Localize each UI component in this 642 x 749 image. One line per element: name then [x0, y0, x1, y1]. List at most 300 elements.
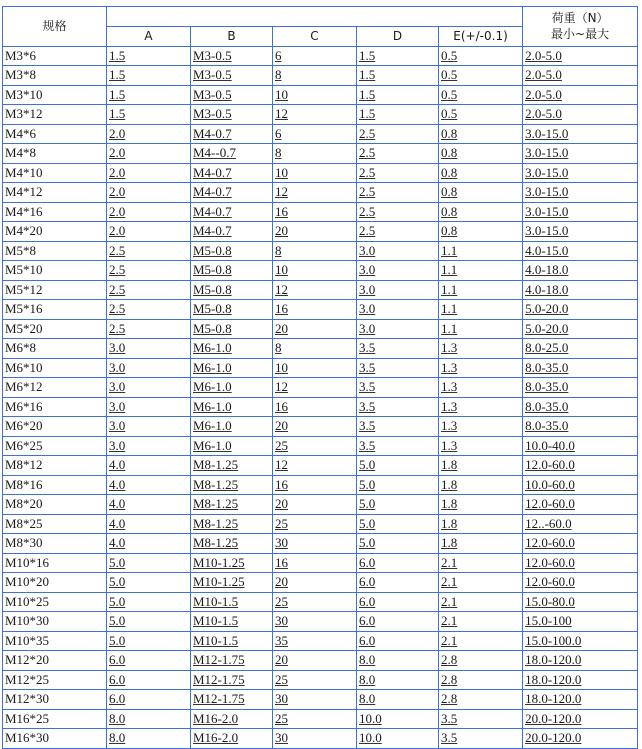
cell-spec: M10*20 — [3, 573, 107, 593]
cell-e: 0.5 — [439, 66, 523, 86]
table-row — [3, 456, 638, 476]
cell-d: 6.0 — [357, 573, 439, 593]
cell-b: M4-0.7 — [191, 183, 273, 203]
cell-spec: M4*16 — [3, 202, 107, 222]
cell-b: M16-2.0 — [191, 729, 273, 749]
cell-a: 3.0 — [107, 397, 191, 417]
cell-e: 1.3 — [439, 417, 523, 437]
cell-spec: M10*16 — [3, 553, 107, 573]
table-row — [3, 280, 638, 300]
cell-e: 0.5 — [439, 46, 523, 66]
cell-b: M12-1.75 — [191, 690, 273, 710]
cell-spec: M10*35 — [3, 631, 107, 651]
cell-a: 3.0 — [107, 378, 191, 398]
table-row — [3, 183, 638, 203]
cell-c: 8 — [273, 144, 357, 164]
cell-load: 2.0-5.0 — [523, 66, 638, 86]
cell-c: 12 — [273, 183, 357, 203]
cell-load: 8.0-35.0 — [523, 378, 638, 398]
cell-a: 3.0 — [107, 339, 191, 359]
cell-e: 1.8 — [439, 534, 523, 554]
cell-spec: M3*8 — [3, 66, 107, 86]
cell-b: M4-0.7 — [191, 124, 273, 144]
cell-load: 18.0-120.0 — [523, 670, 638, 690]
cell-a: 3.0 — [107, 417, 191, 437]
table-row — [3, 631, 638, 651]
cell-a: 2.5 — [107, 319, 191, 339]
cell-b: M3-0.5 — [191, 105, 273, 125]
cell-b: M3-0.5 — [191, 85, 273, 105]
table-row — [3, 553, 638, 573]
cell-d: 3.0 — [357, 241, 439, 261]
cell-spec: M8*12 — [3, 456, 107, 476]
cell-d: 2.5 — [357, 144, 439, 164]
cell-a: 2.0 — [107, 163, 191, 183]
cell-e: 1.1 — [439, 300, 523, 320]
cell-b: M16-2.0 — [191, 709, 273, 729]
table-row — [3, 300, 638, 320]
cell-spec: M12*25 — [3, 670, 107, 690]
cell-b: M5-0.8 — [191, 261, 273, 281]
cell-a: 6.0 — [107, 670, 191, 690]
cell-spec: M3*10 — [3, 85, 107, 105]
cell-b: M6-1.0 — [191, 378, 273, 398]
cell-spec: M6*25 — [3, 436, 107, 456]
cell-c: 6 — [273, 46, 357, 66]
cell-spec: M8*25 — [3, 514, 107, 534]
table-row — [3, 651, 638, 671]
header-c: C — [273, 27, 357, 47]
cell-e: 3.5 — [439, 729, 523, 749]
cell-e: 1.1 — [439, 261, 523, 281]
cell-a: 4.0 — [107, 475, 191, 495]
cell-spec: M5*12 — [3, 280, 107, 300]
cell-b: M10-1.5 — [191, 592, 273, 612]
cell-spec: M6*12 — [3, 378, 107, 398]
cell-a: 2.0 — [107, 202, 191, 222]
cell-a: 6.0 — [107, 690, 191, 710]
cell-b: M8-1.25 — [191, 514, 273, 534]
table-row — [3, 436, 638, 456]
table-row — [3, 397, 638, 417]
cell-spec: M12*30 — [3, 690, 107, 710]
table-row — [3, 709, 638, 729]
cell-b: M4-0.7 — [191, 222, 273, 242]
cell-a: 4.0 — [107, 495, 191, 515]
cell-e: 0.5 — [439, 85, 523, 105]
cell-c: 35 — [273, 631, 357, 651]
cell-b: M10-1.25 — [191, 573, 273, 593]
cell-spec: M6*10 — [3, 358, 107, 378]
cell-a: 2.5 — [107, 300, 191, 320]
cell-load: 20.0-120.0 — [523, 729, 638, 749]
cell-d: 2.5 — [357, 202, 439, 222]
cell-e: 0.8 — [439, 144, 523, 164]
cell-load: 12.0-60.0 — [523, 495, 638, 515]
header-spec: 规格 — [3, 7, 107, 47]
cell-load: 3.0-15.0 — [523, 144, 638, 164]
cell-load: 4.0-18.0 — [523, 261, 638, 281]
cell-spec: M5*10 — [3, 261, 107, 281]
cell-c: 25 — [273, 670, 357, 690]
cell-c: 10 — [273, 163, 357, 183]
cell-load: 18.0-120.0 — [523, 690, 638, 710]
cell-c: 20 — [273, 222, 357, 242]
cell-b: M6-1.0 — [191, 339, 273, 359]
cell-c: 30 — [273, 534, 357, 554]
cell-e: 0.8 — [439, 202, 523, 222]
cell-d: 3.5 — [357, 397, 439, 417]
cell-b: M6-1.0 — [191, 397, 273, 417]
cell-e: 2.1 — [439, 592, 523, 612]
cell-a: 8.0 — [107, 709, 191, 729]
header-e: E(+/-0.1) — [439, 27, 523, 47]
cell-e: 1.1 — [439, 319, 523, 339]
cell-d: 3.5 — [357, 436, 439, 456]
cell-b: M10-1.5 — [191, 631, 273, 651]
cell-d: 3.0 — [357, 280, 439, 300]
cell-d: 3.5 — [357, 378, 439, 398]
cell-e: 2.8 — [439, 670, 523, 690]
cell-b: M12-1.75 — [191, 670, 273, 690]
cell-b: M6-1.0 — [191, 358, 273, 378]
cell-d: 2.5 — [357, 183, 439, 203]
table-row — [3, 124, 638, 144]
table-row — [3, 612, 638, 632]
cell-d: 8.0 — [357, 670, 439, 690]
cell-c: 20 — [273, 651, 357, 671]
table-row — [3, 475, 638, 495]
cell-d: 6.0 — [357, 553, 439, 573]
table-row — [3, 46, 638, 66]
cell-spec: M16*30 — [3, 729, 107, 749]
cell-a: 5.0 — [107, 592, 191, 612]
cell-b: M3-0.5 — [191, 46, 273, 66]
cell-spec: M3*6 — [3, 46, 107, 66]
cell-e: 1.8 — [439, 495, 523, 515]
cell-c: 20 — [273, 573, 357, 593]
cell-e: 1.8 — [439, 514, 523, 534]
cell-d: 1.5 — [357, 85, 439, 105]
table-row — [3, 66, 638, 86]
cell-a: 3.0 — [107, 436, 191, 456]
cell-c: 12 — [273, 280, 357, 300]
cell-load: 15.0-80.0 — [523, 592, 638, 612]
cell-e: 0.5 — [439, 105, 523, 125]
header-load-line1: 荷重（N） — [551, 11, 609, 26]
cell-a: 5.0 — [107, 553, 191, 573]
cell-d: 3.0 — [357, 300, 439, 320]
cell-load: 3.0-15.0 — [523, 202, 638, 222]
cell-e: 3.5 — [439, 709, 523, 729]
table-row — [3, 514, 638, 534]
cell-b: M6-1.0 — [191, 436, 273, 456]
cell-c: 10 — [273, 358, 357, 378]
cell-a: 4.0 — [107, 514, 191, 534]
cell-b: M8-1.25 — [191, 495, 273, 515]
header-load-line2: 最小~最大 — [551, 27, 610, 42]
cell-load: 15.0-100 — [523, 612, 638, 632]
cell-d: 6.0 — [357, 592, 439, 612]
cell-spec: M8*16 — [3, 475, 107, 495]
table-row — [3, 573, 638, 593]
cell-a: 4.0 — [107, 534, 191, 554]
table-row — [3, 495, 638, 515]
cell-e: 2.1 — [439, 573, 523, 593]
header-b: B — [191, 27, 273, 47]
cell-d: 3.0 — [357, 319, 439, 339]
cell-a: 2.0 — [107, 183, 191, 203]
cell-load: 12.0-60.0 — [523, 534, 638, 554]
cell-spec: M4*20 — [3, 222, 107, 242]
cell-c: 16 — [273, 553, 357, 573]
cell-load: 4.0-15.0 — [523, 241, 638, 261]
cell-spec: M3*12 — [3, 105, 107, 125]
cell-c: 8 — [273, 339, 357, 359]
cell-c: 16 — [273, 202, 357, 222]
cell-spec: M10*25 — [3, 592, 107, 612]
cell-b: M5-0.8 — [191, 319, 273, 339]
cell-a: 3.0 — [107, 358, 191, 378]
cell-d: 8.0 — [357, 651, 439, 671]
table-row — [3, 358, 638, 378]
cell-c: 8 — [273, 241, 357, 261]
table-row — [3, 105, 638, 125]
cell-c: 12 — [273, 105, 357, 125]
cell-b: M5-0.8 — [191, 300, 273, 320]
cell-b: M8-1.25 — [191, 534, 273, 554]
cell-c: 30 — [273, 612, 357, 632]
cell-d: 2.5 — [357, 222, 439, 242]
cell-d: 1.5 — [357, 46, 439, 66]
cell-c: 25 — [273, 592, 357, 612]
cell-load: 2.0-5.0 — [523, 105, 638, 125]
cell-e: 0.8 — [439, 124, 523, 144]
cell-d: 5.0 — [357, 456, 439, 476]
cell-c: 8 — [273, 66, 357, 86]
cell-c: 12 — [273, 456, 357, 476]
cell-spec: M6*8 — [3, 339, 107, 359]
cell-load: 3.0-15.0 — [523, 183, 638, 203]
cell-e: 1.3 — [439, 397, 523, 417]
cell-c: 30 — [273, 729, 357, 749]
cell-spec: M4*8 — [3, 144, 107, 164]
cell-e: 1.3 — [439, 339, 523, 359]
cell-d: 8.0 — [357, 690, 439, 710]
cell-c: 25 — [273, 436, 357, 456]
cell-c: 10 — [273, 85, 357, 105]
cell-e: 2.1 — [439, 612, 523, 632]
cell-e: 1.3 — [439, 436, 523, 456]
table-row — [3, 690, 638, 710]
cell-b: M3-0.5 — [191, 66, 273, 86]
cell-spec: M4*10 — [3, 163, 107, 183]
cell-d: 5.0 — [357, 534, 439, 554]
cell-a: 2.5 — [107, 280, 191, 300]
cell-a: 1.5 — [107, 46, 191, 66]
cell-d: 3.5 — [357, 339, 439, 359]
cell-c: 16 — [273, 300, 357, 320]
cell-load: 10.0-60.0 — [523, 475, 638, 495]
cell-e: 0.8 — [439, 222, 523, 242]
cell-a: 2.5 — [107, 261, 191, 281]
table-row — [3, 378, 638, 398]
cell-b: M6-1.0 — [191, 417, 273, 437]
cell-b: M12-1.75 — [191, 651, 273, 671]
cell-load: 3.0-15.0 — [523, 124, 638, 144]
cell-c: 16 — [273, 475, 357, 495]
cell-c: 16 — [273, 397, 357, 417]
cell-load: 12.0-60.0 — [523, 553, 638, 573]
cell-load: 15.0-100.0 — [523, 631, 638, 651]
table-body — [3, 46, 638, 748]
cell-e: 2.8 — [439, 690, 523, 710]
cell-b: M5-0.8 — [191, 241, 273, 261]
cell-load: 10.0-40.0 — [523, 436, 638, 456]
cell-load: 12..-60.0 — [523, 514, 638, 534]
cell-spec: M8*30 — [3, 534, 107, 554]
table-row — [3, 339, 638, 359]
cell-d: 2.5 — [357, 163, 439, 183]
table-row — [3, 592, 638, 612]
cell-d: 5.0 — [357, 495, 439, 515]
cell-a: 8.0 — [107, 729, 191, 749]
cell-c: 20 — [273, 319, 357, 339]
cell-spec: M6*20 — [3, 417, 107, 437]
cell-b: M4-0.7 — [191, 163, 273, 183]
cell-d: 3.0 — [357, 261, 439, 281]
cell-load: 5.0-20.0 — [523, 319, 638, 339]
cell-load: 12.0-60.0 — [523, 573, 638, 593]
cell-spec: M5*16 — [3, 300, 107, 320]
cell-a: 4.0 — [107, 456, 191, 476]
cell-e: 1.8 — [439, 456, 523, 476]
cell-load: 3.0-15.0 — [523, 222, 638, 242]
cell-c: 6 — [273, 124, 357, 144]
cell-e: 0.8 — [439, 163, 523, 183]
cell-c: 12 — [273, 378, 357, 398]
cell-spec: M10*30 — [3, 612, 107, 632]
header-a: A — [107, 27, 191, 47]
table-row — [3, 144, 638, 164]
cell-d: 3.5 — [357, 417, 439, 437]
cell-d: 5.0 — [357, 475, 439, 495]
cell-spec: M5*20 — [3, 319, 107, 339]
cell-c: 25 — [273, 514, 357, 534]
cell-b: M5-0.8 — [191, 280, 273, 300]
table-row — [3, 222, 638, 242]
cell-d: 2.5 — [357, 124, 439, 144]
header-row-top — [3, 7, 638, 27]
cell-load: 8.0-35.0 — [523, 417, 638, 437]
cell-spec: M12*20 — [3, 651, 107, 671]
cell-e: 2.8 — [439, 651, 523, 671]
table-row — [3, 163, 638, 183]
cell-d: 1.5 — [357, 66, 439, 86]
cell-e: 1.3 — [439, 358, 523, 378]
cell-load: 20.0-120.0 — [523, 709, 638, 729]
cell-a: 2.5 — [107, 241, 191, 261]
cell-a: 2.0 — [107, 222, 191, 242]
cell-b: M8-1.25 — [191, 456, 273, 476]
cell-c: 25 — [273, 709, 357, 729]
table-row — [3, 202, 638, 222]
cell-spec: M6*16 — [3, 397, 107, 417]
table-row — [3, 729, 638, 749]
cell-load: 5.0-20.0 — [523, 300, 638, 320]
cell-c: 20 — [273, 417, 357, 437]
cell-a: 6.0 — [107, 651, 191, 671]
cell-e: 1.8 — [439, 475, 523, 495]
table-row — [3, 241, 638, 261]
cell-b: M10-1.5 — [191, 612, 273, 632]
cell-spec: M4*12 — [3, 183, 107, 203]
cell-load: 2.0-5.0 — [523, 46, 638, 66]
cell-e: 2.1 — [439, 553, 523, 573]
cell-a: 2.0 — [107, 144, 191, 164]
cell-d: 6.0 — [357, 631, 439, 651]
cell-b: M8-1.25 — [191, 475, 273, 495]
cell-a: 5.0 — [107, 631, 191, 651]
cell-spec: M4*6 — [3, 124, 107, 144]
cell-a: 5.0 — [107, 573, 191, 593]
cell-load: 12.0-60.0 — [523, 456, 638, 476]
cell-load: 4.0-18.0 — [523, 280, 638, 300]
cell-a: 2.0 — [107, 124, 191, 144]
cell-c: 10 — [273, 261, 357, 281]
header-load — [523, 7, 638, 47]
cell-d: 10.0 — [357, 709, 439, 729]
cell-d: 5.0 — [357, 514, 439, 534]
cell-d: 1.5 — [357, 105, 439, 125]
cell-spec: M16*25 — [3, 709, 107, 729]
header-blank-band — [107, 7, 523, 27]
cell-e: 0.8 — [439, 183, 523, 203]
cell-spec: M8*20 — [3, 495, 107, 515]
cell-b: M4-0.7 — [191, 202, 273, 222]
cell-load: 8.0-35.0 — [523, 358, 638, 378]
cell-a: 1.5 — [107, 85, 191, 105]
table-row — [3, 417, 638, 437]
cell-d: 10.0 — [357, 729, 439, 749]
cell-d: 6.0 — [357, 612, 439, 632]
cell-c: 30 — [273, 690, 357, 710]
cell-a: 5.0 — [107, 612, 191, 632]
table-row — [3, 534, 638, 554]
table-row — [3, 670, 638, 690]
cell-b: M10-1.25 — [191, 553, 273, 573]
cell-c: 20 — [273, 495, 357, 515]
cell-e: 1.3 — [439, 378, 523, 398]
cell-d: 3.5 — [357, 358, 439, 378]
cell-a: 1.5 — [107, 105, 191, 125]
cell-load: 2.0-5.0 — [523, 85, 638, 105]
table-row — [3, 319, 638, 339]
table-row — [3, 85, 638, 105]
cell-e: 2.1 — [439, 631, 523, 651]
cell-load: 8.0-35.0 — [523, 397, 638, 417]
cell-load: 8.0-25.0 — [523, 339, 638, 359]
spec-table — [2, 6, 638, 749]
cell-spec: M5*8 — [3, 241, 107, 261]
header-d: D — [357, 27, 439, 47]
cell-load: 18.0-120.0 — [523, 651, 638, 671]
cell-b: M4--0.7 — [191, 144, 273, 164]
cell-e: 1.1 — [439, 280, 523, 300]
cell-e: 1.1 — [439, 241, 523, 261]
table-row — [3, 261, 638, 281]
cell-load: 3.0-15.0 — [523, 163, 638, 183]
